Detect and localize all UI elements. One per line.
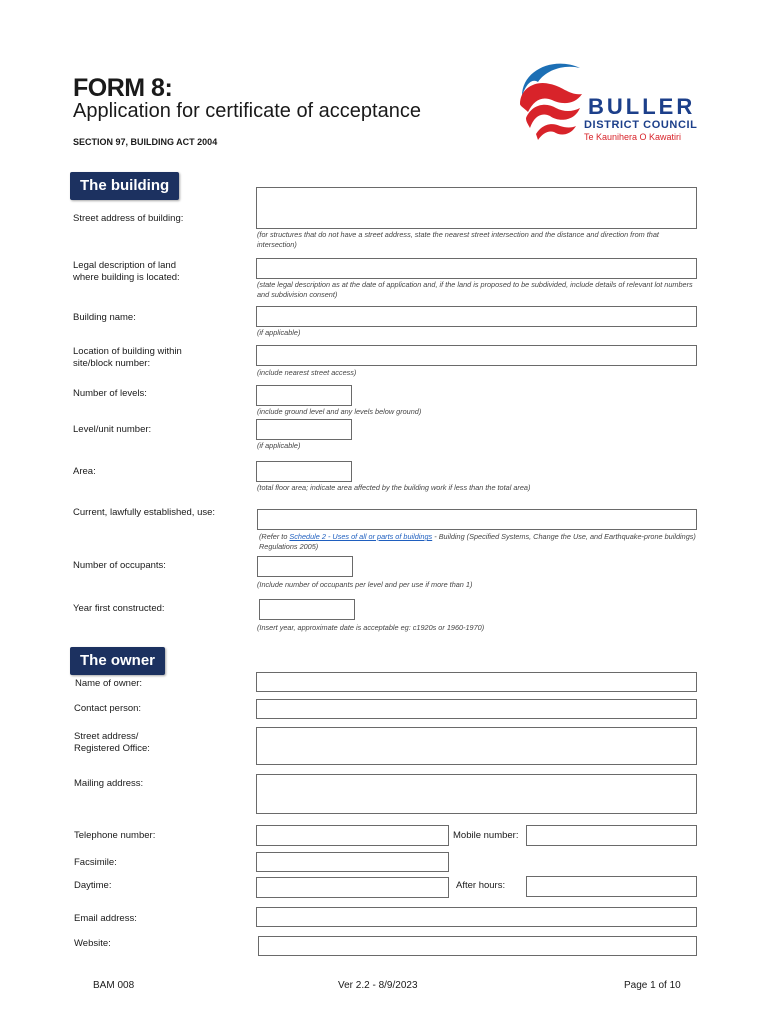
owner-name-input[interactable]: [256, 672, 697, 692]
street-address-label: Street address of building:: [73, 213, 184, 224]
unit-number-input[interactable]: [256, 419, 352, 440]
logo-tagline: Te Kaunihera O Kawatiri: [584, 132, 682, 142]
levels-input[interactable]: [256, 385, 352, 406]
after-hours-input[interactable]: [526, 876, 697, 897]
area-hint: (total floor area; indicate area affected by the building work if less than the total area): [257, 483, 531, 492]
building-name-label: Building name:: [73, 312, 136, 323]
website-input[interactable]: [258, 936, 697, 956]
current-use-input[interactable]: [257, 509, 697, 530]
area-label: Area:: [73, 466, 96, 477]
current-use-label: Current, lawfully established, use:: [73, 507, 216, 518]
building-name-input[interactable]: [256, 306, 697, 327]
telephone-label: Telephone number:: [74, 830, 156, 841]
legal-description-hint: (state legal description as at the date of application and, if the land is proposed to be subdivided, include details of relevant lot numbers and subdivision consent): [257, 280, 693, 299]
levels-hint: (include ground level and any levels below ground): [257, 407, 422, 416]
location-label: Location of building within site/block number:: [73, 346, 182, 369]
building-section-heading: The building: [70, 172, 179, 200]
mobile-input[interactable]: [526, 825, 697, 846]
mailing-address-input[interactable]: [256, 774, 697, 814]
telephone-input[interactable]: [256, 825, 449, 846]
section-reference: SECTION 97, BUILDING ACT 2004: [73, 137, 218, 147]
legal-description-input[interactable]: [256, 258, 697, 279]
daytime-input[interactable]: [256, 877, 449, 898]
street-address-hint: (for structures that do not have a street address, state the nearest street intersection and the distance and direction from that intersection): [257, 230, 659, 249]
owner-street-label: Street address/ Registered Office:: [74, 731, 150, 754]
facsimile-label: Facsimile:: [74, 857, 117, 868]
logo-mark-icon: [516, 56, 586, 146]
form-subtitle: Application for certificate of acceptance: [73, 100, 421, 122]
email-input[interactable]: [256, 907, 697, 927]
location-hint: (include nearest street access): [257, 368, 357, 377]
website-label: Website:: [74, 938, 111, 949]
year-constructed-hint: (Insert year, approximate date is acceptable eg: c1920s or 1960-1970): [257, 623, 485, 632]
facsimile-input[interactable]: [256, 852, 449, 872]
unit-number-hint: (if applicable): [257, 441, 301, 450]
owner-name-label: Name of owner:: [75, 678, 143, 689]
daytime-label: Daytime:: [74, 880, 112, 891]
owner-section-heading: The owner: [70, 647, 165, 675]
mailing-address-label: Mailing address:: [74, 778, 144, 789]
footer-version: Ver 2.2 - 8/9/2023: [338, 980, 418, 991]
building-name-hint: (if applicable): [257, 328, 301, 337]
levels-label: Number of levels:: [73, 388, 147, 399]
footer-page-number: Page 1 of 10: [624, 980, 681, 991]
area-input[interactable]: [256, 461, 352, 482]
logo-name-line1: BULLER: [588, 94, 696, 119]
year-constructed-label: Year first constructed:: [73, 603, 165, 614]
schedule-2-link[interactable]: Schedule 2 - Uses of all or parts of buildings: [289, 532, 433, 541]
council-logo: [516, 56, 706, 146]
current-use-hint-suffix: - Building (Specified Systems, Change the Use, and Earthquake-prone buildings) Regulations 2005): [259, 532, 696, 551]
logo-name-line2: DISTRICT COUNCIL: [584, 119, 698, 131]
footer-form-code: BAM 008: [93, 980, 135, 991]
contact-person-label: Contact person:: [74, 703, 142, 714]
occupants-label: Number of occupants:: [73, 560, 166, 571]
occupants-input[interactable]: [257, 556, 353, 577]
location-input[interactable]: [256, 345, 697, 366]
occupants-hint: (Include number of occupants per level and per use if more than 1): [257, 580, 473, 589]
current-use-hint: [259, 532, 704, 552]
street-address-input[interactable]: [256, 187, 697, 229]
year-constructed-input[interactable]: [259, 599, 355, 620]
contact-person-input[interactable]: [256, 699, 697, 719]
unit-number-label: Level/unit number:: [73, 424, 152, 435]
owner-street-input[interactable]: [256, 727, 697, 765]
current-use-hint-prefix: (Refer to: [259, 532, 290, 541]
legal-description-label: Legal description of land where building is located:: [73, 260, 180, 283]
after-hours-label: After hours:: [456, 880, 506, 891]
form-title: FORM 8:: [73, 74, 173, 102]
mobile-label: Mobile number:: [453, 830, 519, 841]
email-label: Email address:: [74, 913, 137, 924]
